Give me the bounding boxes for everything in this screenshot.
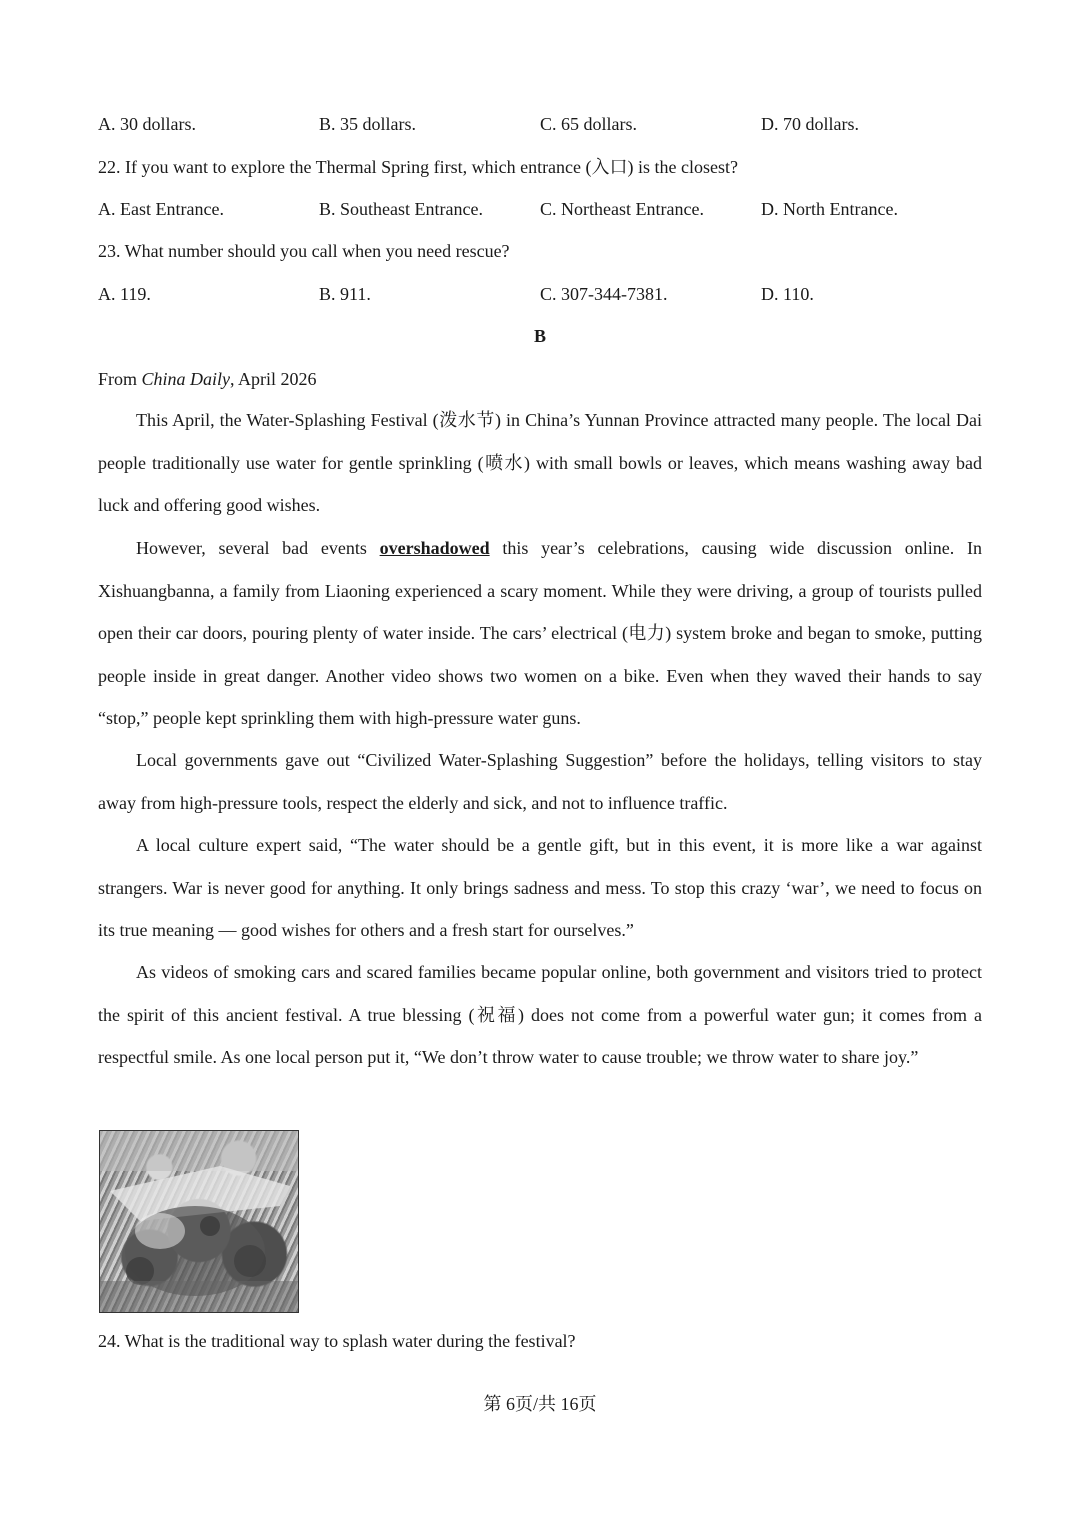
q22-question: 22. If you want to explore the Thermal Spring first, which entrance (入口) is the closest? <box>98 157 738 177</box>
q22-option-a: A. East Entrance. <box>98 199 224 219</box>
q23-option-b: B. 911. <box>319 284 371 304</box>
paragraph-4: A local culture expert said, “The water should be a gentle gift, but in this event, it is more like a war against strangers. War is never good for anything. It only brings sadness and mess. To stop this crazy ‘war’, we need to focus on its true meaning — good wishes for others and a fresh start for ourselves.” <box>98 835 982 940</box>
paragraph-2 <box>98 527 982 740</box>
source-prefix: From <box>98 369 142 389</box>
q21-option-b: B. 35 dollars. <box>319 114 416 134</box>
source-name: China Daily <box>141 369 231 389</box>
paragraph-5: As videos of smoking cars and scared families became popular online, both government and visitors tried to protect the spirit of this ancient festival. A true blessing (祝福) does not come from a powerful water gun; it comes from a respectful smile. As one local person put it, “We don’t throw water to cause trouble; we throw water to share joy.” <box>98 962 982 1067</box>
q22-option-b: B. Southeast Entrance. <box>319 199 483 219</box>
q23-option-c: C. 307-344-7381. <box>540 284 668 304</box>
paragraph-1: This April, the Water-Splashing Festival (泼水节) in China’s Yunnan Province attracted many people. The local Dai people traditionally use water for gentle sprinkling (喷水) with small bowls or leaves, which means washing away bad luck and offering good wishes. <box>98 410 982 515</box>
q21-option-a: A. 30 dollars. <box>98 114 196 134</box>
q23-question: 23. What number should you call when you need rescue? <box>98 241 510 261</box>
paragraph-3: Local governments gave out “Civilized Water-Splashing Suggestion” before the holidays, telling visitors to stay away from high-pressure tools, respect the elderly and sick, and not to influence traffic. <box>98 750 982 813</box>
page-number: 第 6页/共 16页 <box>483 1394 597 1414</box>
article-source <box>98 367 317 391</box>
q22-option-d: D. North Entrance. <box>761 199 898 219</box>
festival-photo <box>99 1130 299 1313</box>
q21-option-c: C. 65 dollars. <box>540 114 637 134</box>
paragraph-2-rest: this year’s celebrations, causing wide discussion online. In Xishuangbanna, a family from Liaoning experienced a scary moment. While they were driving, a group of tourists pulled open their car doors, pouring plenty of water inside. The cars’ electrical (电力) system broke and began to smoke, putting people inside in great danger. Another video shows two women on a bike. Even when they waved their hands to say “stop,” people kept sprinkling them with high-pressure water guns. <box>98 538 982 728</box>
q22-option-c: C. Northeast Entrance. <box>540 199 704 219</box>
vocab-word-overshadowed: overshadowed <box>379 538 490 558</box>
q23-option-d: D. 110. <box>761 284 814 304</box>
source-suffix: , April 2026 <box>230 369 317 389</box>
section-title: B <box>533 326 546 346</box>
paragraph-2-start: However, several bad events <box>136 538 380 558</box>
q21-option-d: D. 70 dollars. <box>761 114 859 134</box>
q23-option-a: A. 119. <box>98 284 151 304</box>
q24-question: 24. What is the traditional way to splash water during the festival? <box>98 1331 576 1351</box>
festival-photo-art <box>100 1131 298 1312</box>
